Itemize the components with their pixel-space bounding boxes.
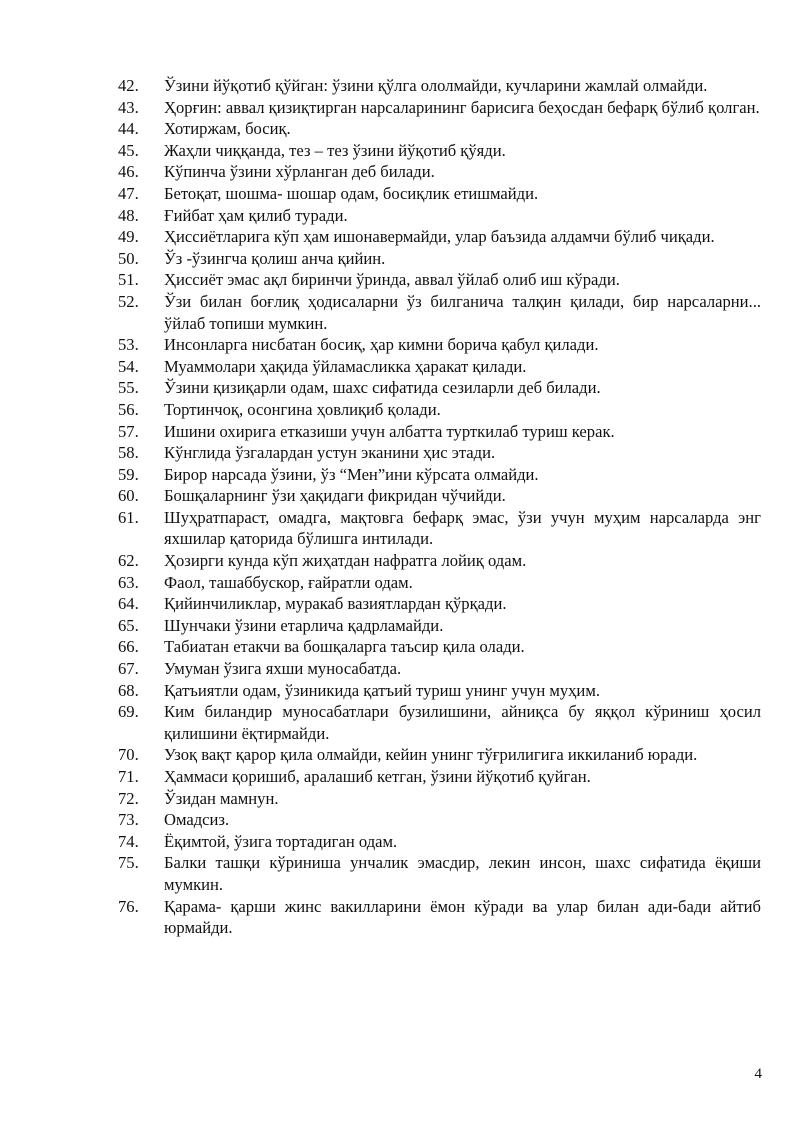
item-number: 64.	[118, 594, 139, 614]
list-item	[118, 766, 761, 788]
item-number: 44.	[118, 119, 139, 139]
list-item	[118, 75, 761, 97]
item-number: 65.	[118, 615, 139, 635]
item-number: 49.	[118, 227, 139, 247]
list-item	[118, 485, 761, 507]
item-text: Шунчаки ўзини етарлича қадрламайди.	[164, 615, 444, 635]
list-item	[118, 831, 761, 853]
item-text: Умуман ўзига яхши муносабатда.	[164, 659, 402, 679]
list-item	[118, 97, 761, 119]
list-item	[118, 140, 761, 162]
list-item	[118, 701, 761, 744]
item-number: 58.	[118, 443, 139, 463]
item-text: Муаммолари ҳақида ўйламасликка ҳаракат қилади.	[164, 356, 527, 376]
item-text: Тортинчоқ, осонгина ҳовлиқиб қолади.	[164, 399, 441, 419]
list-item	[118, 248, 761, 270]
item-text: Ишини охирига етказиши учун албатта турткилаб туриш керак.	[164, 421, 615, 441]
list-item	[118, 399, 761, 421]
list-item	[118, 118, 761, 140]
list-item	[118, 356, 761, 378]
item-text: Ўзидан мамнун.	[164, 788, 279, 808]
item-number: 70.	[118, 745, 139, 765]
list-item	[118, 593, 761, 615]
list-item	[118, 636, 761, 658]
list-item	[118, 852, 761, 895]
item-number: 52.	[118, 291, 139, 311]
item-text: Ҳиссиётларига кўп ҳам ишонавермайди, улар баъзида алдамчи бўлиб чиқади.	[164, 227, 715, 247]
item-text: Инсонларга нисбатан босиқ, ҳар кимни борича қабул қилади.	[164, 335, 599, 355]
item-text: Фаол, ташаббускор, ғайратли одам.	[164, 572, 413, 592]
numbered-list	[118, 75, 761, 939]
document-body	[118, 75, 761, 939]
item-text: Бетоқат, шошма- шошар одам, босиқлик етишмайди.	[164, 183, 539, 203]
list-item	[118, 615, 761, 637]
item-text: Ғийбат ҳам қилиб туради.	[164, 205, 348, 225]
item-number: 63.	[118, 572, 139, 592]
list-item	[118, 658, 761, 680]
item-number: 48.	[118, 205, 139, 225]
item-number: 76.	[118, 896, 139, 916]
list-item	[118, 442, 761, 464]
item-number: 43.	[118, 97, 139, 117]
item-number: 61.	[118, 507, 139, 527]
list-item	[118, 183, 761, 205]
item-text: Ўз -ўзингча қолиш анча қийин.	[164, 248, 386, 268]
list-item	[118, 377, 761, 399]
item-number: 57.	[118, 421, 139, 441]
item-text: Қийинчиликлар, муракаб вазиятлардан қўрқади.	[164, 594, 507, 614]
item-number: 55.	[118, 378, 139, 398]
item-number: 46.	[118, 162, 139, 182]
item-number: 68.	[118, 680, 139, 700]
item-text: Ким биландир муносабатлари бузилишини, айниқса бу яққол кўриниш ҳосил қилишини ёқтирмайди.	[164, 702, 761, 743]
item-text: Ўзини қизиқарли одам, шахс сифатида сезиларли деб билади.	[164, 378, 601, 398]
item-number: 53.	[118, 335, 139, 355]
page-number: 4	[754, 1066, 762, 1082]
item-text: Бошқаларнинг ўзи ҳақидаги фикридан чўчийди.	[164, 486, 506, 506]
item-text: Жаҳли чиққанда, тез – тез ўзини йўқотиб қўяди.	[164, 140, 506, 160]
list-item	[118, 421, 761, 443]
list-item	[118, 680, 761, 702]
list-item	[118, 809, 761, 831]
list-item	[118, 269, 761, 291]
item-number: 60.	[118, 486, 139, 506]
item-text: Ўзини йўқотиб қўйган: ўзини қўлга ололмайди, кучларини жамлай олмайди.	[164, 76, 708, 95]
item-number: 73.	[118, 810, 139, 830]
item-text: Қатъиятли одам, ўзиникида қатъий туриш унинг учун муҳим.	[164, 680, 600, 700]
list-item	[118, 788, 761, 810]
item-text: Қарама- қарши жинс вакилларини ёмон кўради ва улар билан ади-бади айтиб юрмайди.	[164, 896, 761, 938]
list-item	[118, 744, 761, 766]
item-number: 56.	[118, 399, 139, 419]
item-number: 69.	[118, 702, 139, 722]
item-number: 67.	[118, 659, 139, 679]
item-number: 54.	[118, 356, 139, 376]
item-number: 62.	[118, 551, 139, 571]
list-item	[118, 226, 761, 248]
list-item	[118, 896, 761, 939]
list-item	[118, 205, 761, 227]
item-text: Ўзи билан боғлиқ ҳодисаларни ўз билганича талқин қилади, бир нарсаларни... ўйлаб топиши мумкин.	[164, 291, 761, 333]
item-text: Ҳорғин: аввал қизиқтирган нарсаларининг барисига беҳосдан бефарқ бўлиб қолган.	[164, 97, 760, 117]
item-number: 72.	[118, 788, 139, 808]
item-text: Бирор нарсада ўзини, ўз “Мен”ини кўрсата олмайди.	[164, 464, 539, 484]
list-item	[118, 572, 761, 594]
item-number: 50.	[118, 248, 139, 268]
item-text: Ҳиссиёт эмас ақл биринчи ўринда, аввал ўйлаб олиб иш кўради.	[164, 270, 620, 290]
item-text: Табиатан етакчи ва бошқаларга таъсир қила олади.	[164, 637, 525, 657]
list-item	[118, 161, 761, 183]
item-text: Узоқ вақт қарор қила олмайди, кейин унинг тўғрилигига иккиланиб юради.	[164, 745, 698, 765]
item-number: 42.	[118, 76, 139, 95]
item-number: 45.	[118, 140, 139, 160]
item-text: Омадсиз.	[164, 810, 230, 830]
item-number: 59.	[118, 464, 139, 484]
list-item	[118, 507, 761, 550]
item-number: 47.	[118, 183, 139, 203]
list-item	[118, 464, 761, 486]
list-item	[118, 334, 761, 356]
list-item	[118, 291, 761, 334]
item-text: Ҳозирги кунда кўп жиҳатдан нафратга лойиқ одам.	[164, 551, 527, 571]
item-number: 74.	[118, 831, 139, 851]
item-number: 51.	[118, 270, 139, 290]
item-text: Балки ташқи кўриниша унчалик эмасдир, лекин инсон, шахс сифатида ёқиши мумкин.	[164, 853, 761, 894]
item-text: Шуҳратпараст, омадга, мақтовга бефарқ эмас, ўзи учун муҳим нарсаларда энг яхшилар қаторида бўлишга интилади.	[164, 507, 761, 549]
item-text: Кўпинча ўзини хўрланган деб билади.	[164, 162, 435, 182]
item-text: Хотиржам, босиқ.	[164, 119, 291, 139]
item-text: Ҳаммаси қоришиб, аралашиб кетган, ўзини йўқотиб қуйган.	[164, 767, 591, 786]
list-item	[118, 550, 761, 572]
item-number: 71.	[118, 767, 139, 786]
item-text: Кўнглида ўзгалардан устун эканини ҳис этади.	[164, 443, 496, 463]
item-number: 75.	[118, 853, 139, 873]
item-number: 66.	[118, 637, 139, 657]
item-text: Ёқимтой, ўзига тортадиган одам.	[164, 831, 398, 851]
